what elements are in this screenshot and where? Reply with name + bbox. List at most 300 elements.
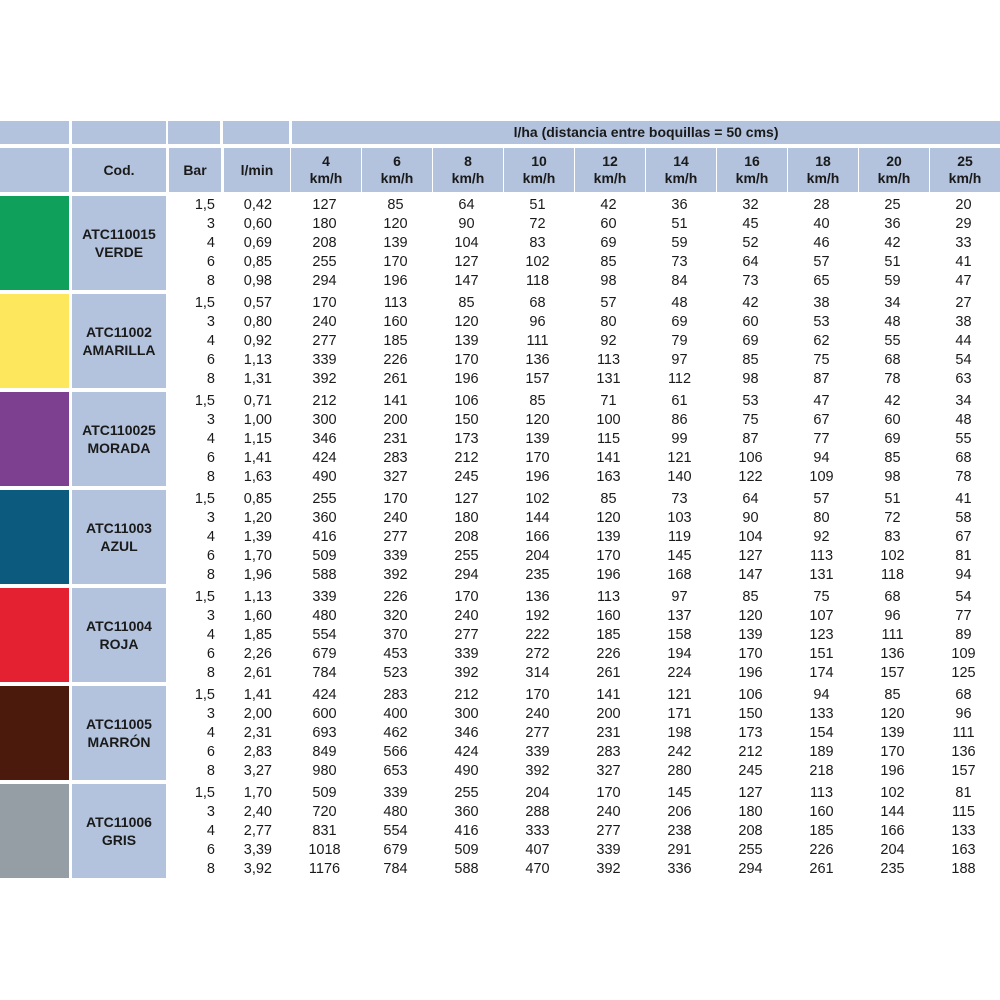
rate-value: 104 [738,528,763,545]
rate-value: 48 [955,412,972,429]
rate-value: 85 [884,449,901,466]
pressure-bar: 8 [206,860,215,877]
rate-value: 34 [884,295,901,312]
rate-value: 170 [312,295,337,312]
pressure-bar: 1,5 [194,197,215,214]
rate-value: 51 [529,197,546,214]
flow-lmin: 1,63 [243,468,272,485]
rate-value: 81 [955,547,972,564]
rate-value: 41 [955,491,972,508]
table-row [169,644,999,663]
pressure-bar: 6 [206,645,215,662]
rate-value: 115 [951,804,976,821]
rate-value: 151 [809,645,834,662]
rate-value: 42 [884,234,901,251]
table-row [169,430,999,449]
table-row [169,271,999,290]
rate-value: 48 [671,295,688,312]
rate-value: 145 [667,785,692,802]
rate-value: 104 [454,234,479,251]
rate-value: 79 [671,332,688,349]
rate-value: 849 [312,743,337,760]
pressure-bar: 1,5 [194,491,215,508]
rate-value: 160 [383,314,408,331]
rate-value: 392 [383,566,408,583]
rate-value: 137 [667,608,692,625]
rate-value: 78 [884,370,901,387]
rate-value: 83 [529,234,546,251]
rate-value: 339 [312,351,337,368]
rate-value: 784 [383,860,408,877]
rate-value: 100 [596,412,621,429]
flow-lmin: 1,00 [243,412,272,429]
flow-lmin: 2,40 [243,804,272,821]
rate-value: 120 [880,706,905,723]
table-row [169,350,999,369]
rate-value: 141 [383,393,408,410]
rate-value: 166 [880,822,905,839]
table-row [169,803,999,822]
rate-value: 300 [312,412,337,429]
table-row [169,607,999,626]
rate-value: 240 [596,804,621,821]
pressure-bar: 6 [206,547,215,564]
rate-value: 245 [454,468,479,485]
rate-value: 255 [454,547,479,564]
nozzle-group [0,294,1000,388]
rate-value: 174 [809,664,834,681]
rate-value: 240 [525,706,550,723]
rate-value: 92 [600,332,617,349]
rate-value: 226 [596,645,621,662]
nozzle-color-name: GRIS [101,832,137,848]
nozzle-color-name: MARRÓN [87,734,151,750]
rate-value: 283 [383,449,408,466]
header-speed [788,148,858,192]
rate-value: 47 [955,272,972,289]
rate-value: 85 [742,351,759,368]
rate-value: 288 [525,804,550,821]
rate-value: 291 [667,841,692,858]
flow-lmin: 1,39 [243,528,272,545]
rate-value: 392 [596,860,621,877]
header-speed-unit: km/h [877,170,911,186]
rate-value: 277 [312,332,337,349]
rate-value: 106 [738,687,763,704]
rate-value: 120 [525,412,550,429]
rate-value: 111 [526,332,549,349]
rate-value: 255 [454,785,479,802]
table-row [169,234,999,253]
pressure-bar: 3 [206,608,215,625]
table-row [169,859,999,878]
rate-value: 53 [813,314,830,331]
rate-value: 85 [458,295,475,312]
rate-value: 127 [738,547,763,564]
nozzle-color-name: VERDE [94,244,144,260]
rate-value: 106 [454,393,479,410]
rate-value: 170 [596,547,621,564]
rate-value: 115 [596,430,621,447]
rate-value: 64 [742,253,759,270]
rate-value: 102 [525,253,550,270]
rate-value: 490 [312,468,337,485]
rate-value: 346 [454,724,479,741]
rate-value: 173 [738,724,763,741]
rate-value: 80 [813,510,830,527]
rate-value: 131 [809,566,834,583]
flow-lmin: 1,13 [243,351,272,368]
rate-value: 255 [738,841,763,858]
rate-value: 54 [955,351,972,368]
rate-value: 136 [525,589,550,606]
rate-value: 98 [600,272,617,289]
rate-value: 127 [312,197,337,214]
pressure-bar: 6 [206,449,215,466]
table-row [169,705,999,724]
pressure-bar: 3 [206,804,215,821]
flow-lmin: 0,60 [243,216,272,233]
rate-value: 85 [742,589,759,606]
rate-value: 85 [884,687,901,704]
rate-value: 118 [880,566,905,583]
rate-value: 280 [667,762,692,779]
rate-value: 240 [312,314,337,331]
rate-value: 170 [738,645,763,662]
rate-value: 200 [596,706,621,723]
rate-value: 168 [667,566,692,583]
rate-value: 171 [667,706,692,723]
rate-value: 255 [312,253,337,270]
rate-value: 333 [525,822,550,839]
rate-value: 68 [884,589,901,606]
rate-value: 150 [454,412,479,429]
rate-value: 160 [596,608,621,625]
rate-value: 120 [738,608,763,625]
rate-value: 400 [383,706,408,723]
rate-value: 240 [383,510,408,527]
pressure-bar: 8 [206,468,215,485]
rate-value: 392 [525,762,550,779]
rate-value: 339 [596,841,621,858]
rate-value: 170 [454,589,479,606]
rate-value: 113 [809,547,834,564]
rate-value: 416 [454,822,479,839]
rate-value: 170 [596,785,621,802]
flow-lmin: 1,96 [243,566,272,583]
rate-value: 48 [884,314,901,331]
rate-value: 73 [742,272,759,289]
rate-value: 392 [312,370,337,387]
rate-value: 294 [738,860,763,877]
rate-value: 69 [742,332,759,349]
nozzle-color-name: AMARILLA [82,342,156,358]
rate-value: 554 [383,822,408,839]
rate-value: 113 [383,295,408,312]
header-row-1 [0,121,1000,144]
rate-value: 1018 [308,841,341,858]
nozzle-code-cell [72,784,166,878]
flow-lmin: 3,27 [243,762,272,779]
rate-value: 67 [813,412,830,429]
color-swatch [0,784,69,878]
rate-value: 424 [312,687,337,704]
rate-value: 36 [884,216,901,233]
rate-value: 370 [383,626,408,643]
nozzle-color-name: MORADA [87,440,151,456]
rate-value: 68 [955,449,972,466]
rate-value: 277 [454,626,479,643]
header-lmin: l/min [224,148,290,192]
table-row [169,313,999,332]
header-speed-unit: km/h [380,170,414,186]
rate-value: 136 [951,743,976,760]
header-speed-unit: km/h [806,170,840,186]
rate-value: 198 [667,724,692,741]
rate-value: 38 [955,314,972,331]
rate-value: 360 [312,510,337,527]
rate-value: 196 [596,566,621,583]
rate-value: 272 [525,645,550,662]
rate-value: 139 [596,528,621,545]
rate-value: 75 [742,412,759,429]
rate-value: 67 [955,528,972,545]
rate-value: 103 [667,510,692,527]
color-swatch [0,392,69,486]
nozzle-group [0,196,1000,290]
rate-value: 980 [312,762,337,779]
nozzle-group [0,686,1000,780]
rate-value: 127 [454,253,479,270]
rate-value: 185 [383,332,408,349]
pressure-bar: 8 [206,272,215,289]
rate-value: 94 [955,566,972,583]
flow-lmin: 1,70 [243,785,272,802]
header-speed [717,148,787,192]
color-swatch [0,490,69,584]
rate-value: 157 [525,370,550,387]
table-row [169,724,999,743]
flow-lmin: 2,00 [243,706,272,723]
rate-value: 139 [383,234,408,251]
header-blank-swatch [0,121,69,144]
rate-value: 238 [667,822,692,839]
rate-value: 32 [742,197,759,214]
rate-value: 192 [525,608,550,625]
rate-value: 46 [813,234,830,251]
rate-value: 147 [738,566,763,583]
rate-value: 242 [667,743,692,760]
rate-value: 28 [813,197,830,214]
header-speed-value: 18 [815,153,831,169]
header-speed [859,148,929,192]
rate-value: 73 [671,253,688,270]
table-row [169,411,999,430]
rate-value: 94 [813,687,830,704]
pressure-bar: 8 [206,566,215,583]
rate-value: 240 [454,608,479,625]
header-speed-value: 16 [744,153,760,169]
rate-value: 294 [454,566,479,583]
rate-value: 145 [667,547,692,564]
rate-value: 314 [525,664,550,681]
rate-value: 81 [955,785,972,802]
pressure-bar: 1,5 [194,393,215,410]
rate-value: 106 [738,449,763,466]
rate-value: 60 [742,314,759,331]
rate-value: 180 [454,510,479,527]
rate-value: 102 [525,491,550,508]
table-row [169,252,999,271]
rate-value: 139 [738,626,763,643]
header-speed [575,148,645,192]
rate-value: 255 [312,491,337,508]
rate-value: 653 [383,762,408,779]
nozzle-color-name: ROJA [99,636,139,652]
header-speed [291,148,361,192]
table-row [169,369,999,388]
rate-value: 453 [383,645,408,662]
table-row [169,509,999,528]
rate-value: 99 [671,430,688,447]
rate-value: 51 [884,253,901,270]
rate-value: 231 [596,724,621,741]
header-blank-lmin [223,121,289,144]
rate-value: 61 [671,393,688,410]
rate-value: 127 [738,785,763,802]
rate-value: 20 [955,197,972,214]
rate-value: 339 [383,785,408,802]
rate-value: 63 [955,370,972,387]
flow-lmin: 1,20 [243,510,272,527]
rate-value: 84 [671,272,688,289]
pressure-bar: 6 [206,841,215,858]
header-row-2 [0,148,1000,192]
nozzle-code-cell [72,392,166,486]
rate-value: 45 [742,216,759,233]
rate-value: 25 [884,197,901,214]
rate-value: 42 [742,295,759,312]
flow-lmin: 0,85 [243,253,272,270]
rate-value: 90 [742,510,759,527]
flow-lmin: 2,77 [243,822,272,839]
table-row [169,784,999,803]
rate-value: 320 [383,608,408,625]
rate-value: 185 [809,822,834,839]
rate-value: 55 [955,430,972,447]
rate-value: 27 [955,295,972,312]
color-swatch [0,686,69,780]
rate-value: 72 [884,510,901,527]
rate-value: 218 [809,762,834,779]
rate-value: 339 [383,547,408,564]
rate-value: 231 [383,430,408,447]
rate-value: 588 [454,860,479,877]
header-speed-value: 14 [673,153,689,169]
pressure-bar: 4 [206,822,215,839]
pressure-bar: 3 [206,216,215,233]
rate-value: 139 [454,332,479,349]
rate-value: 29 [955,216,972,233]
rate-value: 47 [813,393,830,410]
rate-value: 327 [383,468,408,485]
rate-value: 208 [454,528,479,545]
header-speed [362,148,432,192]
rate-value: 144 [525,510,550,527]
rate-value: 416 [312,528,337,545]
rate-value: 226 [809,841,834,858]
rate-value: 261 [809,860,834,877]
rate-value: 51 [884,491,901,508]
rate-value: 470 [525,860,550,877]
header-speed-unit: km/h [735,170,769,186]
rate-value: 566 [383,743,408,760]
rate-value: 92 [813,528,830,545]
pressure-bar: 4 [206,332,215,349]
header-speed-unit: km/h [309,170,343,186]
rate-value: 98 [742,370,759,387]
rate-value: 127 [454,491,479,508]
rate-value: 679 [312,645,337,662]
rate-value: 226 [383,589,408,606]
rate-value: 208 [312,234,337,251]
table-row [169,840,999,859]
pressure-bar: 8 [206,370,215,387]
flow-lmin: 1,41 [243,449,272,466]
flow-lmin: 1,41 [243,687,272,704]
rate-value: 141 [596,687,621,704]
rate-value: 71 [600,393,617,410]
color-swatch [0,196,69,290]
rate-value: 33 [955,234,972,251]
pressure-bar: 4 [206,528,215,545]
pressure-bar: 1,5 [194,785,215,802]
rate-value: 170 [454,351,479,368]
rate-value: 339 [454,645,479,662]
rate-value: 222 [525,626,550,643]
rate-value: 57 [813,253,830,270]
rate-value: 80 [600,314,617,331]
rate-value: 75 [813,351,830,368]
flow-lmin: 0,42 [243,197,272,214]
rate-value: 509 [454,841,479,858]
flow-lmin: 1,60 [243,608,272,625]
nozzle-group [0,588,1000,682]
rate-value: 679 [383,841,408,858]
rate-value: 75 [813,589,830,606]
rate-value: 120 [454,314,479,331]
flow-lmin: 0,92 [243,332,272,349]
flow-lmin: 2,26 [243,645,272,662]
table-row [169,588,999,607]
rate-value: 136 [880,645,905,662]
rate-value: 89 [955,626,972,643]
rate-value: 123 [809,626,834,643]
rate-value: 245 [738,762,763,779]
header-blank-bar [168,121,220,144]
rate-value: 166 [525,528,550,545]
rate-value: 693 [312,724,337,741]
pressure-bar: 8 [206,664,215,681]
rate-value: 261 [596,664,621,681]
rate-value: 59 [884,272,901,289]
table-row [169,686,999,705]
rate-value: 54 [955,589,972,606]
nozzle-group [0,784,1000,878]
rate-value: 86 [671,412,688,429]
rate-value: 139 [880,724,905,741]
rate-value: 424 [312,449,337,466]
